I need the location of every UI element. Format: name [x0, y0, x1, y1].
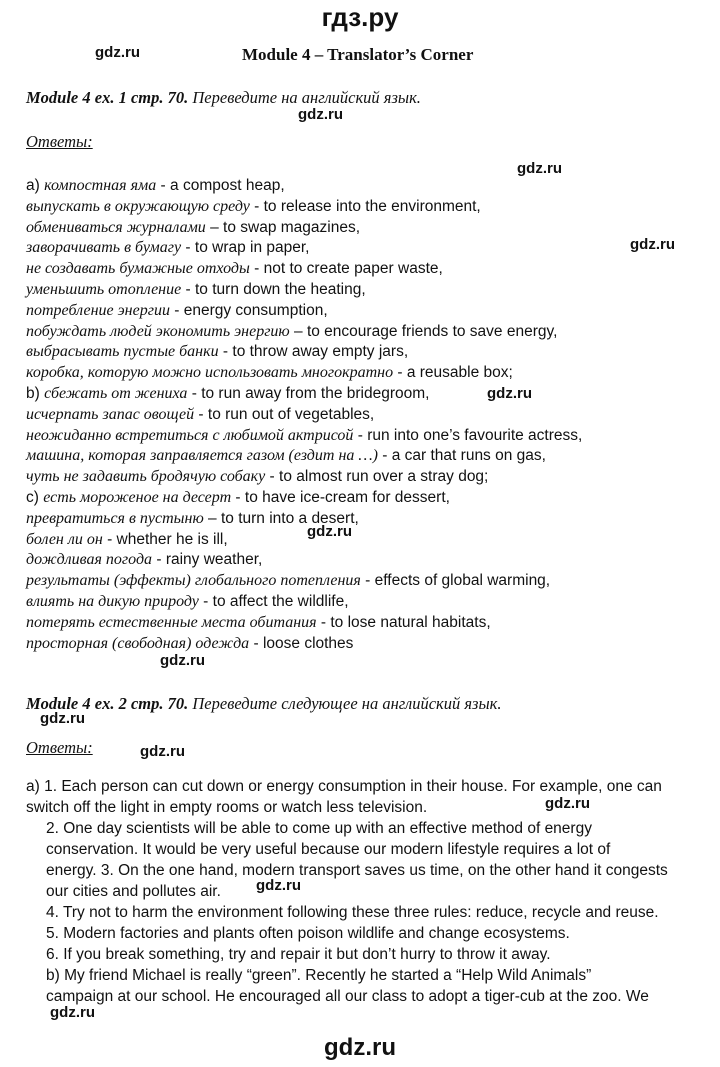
watermark: gdz.ru — [517, 160, 562, 177]
vocab-english: effects of global warming, — [374, 572, 551, 590]
answer-line: energy. 3. On the one hand, modern transport saves us time, on the other hand it congests — [46, 862, 668, 879]
answer-line: our cities and pollutes air. — [46, 883, 221, 900]
answer-line: a) 1. Each person can cut down or energy consumption in their house. For example, one can — [26, 778, 662, 795]
ex2-task-text: Переведите следующее на английский язык. — [188, 694, 502, 713]
vocab-russian: влиять на дикую природу — [26, 592, 199, 610]
vocab-russian: неожиданно встретиться с любимой актрисой — [26, 426, 354, 444]
vocab-english: to affect the wildlife, — [212, 592, 349, 610]
vocab-line — [26, 176, 582, 197]
vocab-russian: компостная яма — [44, 177, 157, 194]
ex1-answers-label: Ответы: — [26, 132, 93, 151]
vocab-line — [26, 280, 582, 301]
watermark: gdz.ru — [50, 1004, 95, 1021]
watermark: gdz.ru — [256, 877, 301, 894]
vocab-separator: – — [289, 322, 307, 340]
vocab-russian: выбрасывать пустые банки — [26, 343, 219, 361]
answer-line: 2. One day scientists will be able to come up with an effective method of energy — [46, 820, 592, 837]
answer-line: 6. If you break something, try and repair it but don’t hurry to throw it away. — [46, 946, 551, 963]
site-title: гдз.ру — [321, 2, 399, 32]
vocab-russian: сбежать от жениха — [44, 384, 188, 402]
vocab-line — [26, 405, 582, 426]
vocab-line — [26, 467, 582, 488]
vocab-english: to run away from the bridegroom, — [201, 384, 430, 402]
vocab-russian: есть мороженое на десерт — [43, 488, 232, 506]
vocab-english: a reusable box; — [406, 364, 513, 382]
footer-watermark: gdz.ru — [324, 1034, 396, 1061]
ex2-task — [26, 694, 502, 714]
vocab-section-marker: c) — [26, 488, 44, 506]
vocab-russian: превратиться в пустыню — [26, 509, 204, 527]
vocab-line — [26, 592, 582, 613]
vocab-separator: - — [360, 572, 375, 590]
vocab-separator: - — [353, 426, 368, 444]
answer-line: conservation. It would be very useful because our modern lifestyle requires a lot of — [46, 841, 611, 858]
vocab-russian: машина, которая заправляется газом (ездит на …) — [26, 447, 378, 465]
vocab-russian: заворачивать в бумагу — [26, 239, 182, 257]
ex1-task-text: Переведите на английский язык. — [188, 88, 421, 107]
vocab-line — [26, 426, 582, 447]
vocab-english: a car that runs on gas, — [391, 447, 546, 465]
ex1-task-ref: Module 4 ex. 1 стр. 70. — [26, 88, 189, 107]
vocab-separator: - — [152, 551, 166, 569]
ex2-task-ref: Module 4 ex. 2 стр. 70. — [26, 694, 189, 713]
vocab-english: energy consumption, — [183, 301, 328, 319]
vocab-section-marker: b) — [26, 384, 45, 402]
ex2-answer-text — [26, 776, 706, 1007]
answer-line: 4. Try not to harm the environment following these three rules: reduce, recycle and reuse. — [46, 904, 659, 921]
watermark: gdz.ru — [140, 743, 185, 760]
vocab-english: to swap magazines, — [223, 218, 361, 236]
vocab-separator: - — [102, 530, 117, 548]
vocab-separator: - — [249, 260, 264, 278]
vocab-line — [26, 218, 582, 239]
vocab-line — [26, 571, 582, 592]
vocab-separator: - — [156, 177, 171, 194]
vocab-english: run into one’s favourite actress, — [367, 426, 583, 444]
vocab-english: to wrap in paper, — [194, 239, 310, 257]
watermark: gdz.ru — [40, 710, 85, 727]
answer-line: b) My friend Michael is really “green”. Recently he started a “Help Wild Animals” — [46, 967, 592, 984]
vocab-english: to turn into a desert, — [220, 509, 359, 527]
vocab-russian: потерять естественные места обитания — [26, 613, 317, 631]
vocab-line — [26, 197, 582, 218]
vocab-line — [26, 613, 582, 634]
vocab-russian: болен ли он — [26, 530, 103, 548]
vocab-line — [26, 488, 582, 509]
vocab-separator: - — [187, 384, 202, 402]
vocab-line — [26, 363, 582, 384]
vocab-separator: – — [203, 509, 221, 527]
vocab-separator: - — [377, 447, 392, 465]
ex1-task — [26, 88, 421, 108]
vocab-line — [26, 322, 582, 343]
vocab-russian: коробка, которую можно использовать многократно — [26, 364, 394, 382]
watermark: gdz.ru — [545, 795, 590, 812]
vocab-english: whether he is ill, — [116, 530, 228, 548]
vocab-separator: - — [249, 634, 263, 652]
page-title: Module 4 – Translator’s Corner — [242, 45, 474, 64]
vocab-english: not to create paper waste, — [263, 260, 443, 278]
ex1-vocabulary-list — [26, 176, 582, 654]
ex2-answers-label: Ответы: — [26, 738, 93, 757]
vocab-english: to throw away empty jars, — [232, 343, 409, 361]
vocab-russian: выпускать в окружающую среду — [26, 197, 250, 215]
watermark: gdz.ru — [307, 523, 352, 540]
vocab-russian: обмениваться журналами — [26, 218, 206, 236]
watermark: gdz.ru — [298, 106, 343, 123]
vocab-separator: - — [265, 468, 280, 486]
vocab-russian: дождливая погода — [26, 551, 153, 569]
vocab-english: to run out of vegetables, — [207, 405, 375, 423]
vocab-line — [26, 530, 582, 551]
vocab-separator: - — [393, 364, 407, 382]
watermark: gdz.ru — [160, 652, 205, 669]
vocab-separator: - — [218, 343, 233, 361]
vocab-line — [26, 301, 582, 322]
vocab-line — [26, 259, 582, 280]
vocab-english: to almost run over a stray dog; — [279, 468, 489, 486]
vocab-line — [26, 238, 582, 259]
vocab-english: a compost heap, — [170, 177, 285, 194]
answer-line: 5. Modern factories and plants often poison wildlife and change ecosystems. — [46, 925, 570, 942]
vocab-english: to release into the environment, — [263, 197, 481, 215]
vocab-english: to have ice-cream for dessert, — [244, 488, 450, 506]
vocab-separator: - — [181, 280, 195, 298]
vocab-separator: - — [316, 613, 331, 631]
vocab-english: to encourage friends to save energy, — [306, 322, 558, 340]
vocab-line — [26, 634, 582, 655]
vocab-separator: - — [249, 197, 264, 215]
vocab-separator: - — [198, 592, 213, 610]
vocab-line — [26, 384, 582, 405]
vocab-separator: – — [205, 218, 224, 236]
vocab-russian: просторная (свободная) одежда — [26, 634, 250, 652]
vocab-russian: исчерпать запас овощей — [26, 405, 195, 423]
vocab-russian: чуть не задавить бродячую собаку — [26, 468, 266, 486]
vocab-separator: - — [194, 405, 208, 423]
vocab-russian: побуждать людей экономить энергию — [26, 322, 290, 340]
vocab-english: to turn down the heating, — [195, 280, 366, 298]
vocab-line — [26, 550, 582, 571]
vocab-russian: потребление энергии — [26, 301, 170, 319]
vocab-english: loose clothes — [262, 634, 354, 652]
vocab-english: to lose natural habitats, — [330, 613, 491, 631]
vocab-russian: результаты (эффекты) глобального потепления — [26, 572, 361, 590]
vocab-line — [26, 446, 582, 467]
vocab-separator: - — [169, 301, 184, 319]
watermark: gdz.ru — [630, 236, 675, 253]
vocab-separator: - — [181, 239, 195, 257]
vocab-separator: - — [231, 488, 245, 506]
vocab-russian: уменьшить отопление — [26, 280, 182, 298]
vocab-line — [26, 509, 582, 530]
answer-line: campaign at our school. He encouraged all our class to adopt a tiger-cub at the zoo. We — [46, 988, 649, 1005]
vocab-section-marker: a) — [26, 177, 45, 194]
vocab-english: rainy weather, — [165, 551, 263, 569]
vocab-line — [26, 342, 582, 363]
watermark: gdz.ru — [487, 385, 532, 402]
watermark: gdz.ru — [95, 44, 140, 61]
answer-line: switch off the light in empty rooms or watch less television. — [26, 799, 428, 816]
vocab-russian: не создавать бумажные отходы — [26, 260, 250, 278]
